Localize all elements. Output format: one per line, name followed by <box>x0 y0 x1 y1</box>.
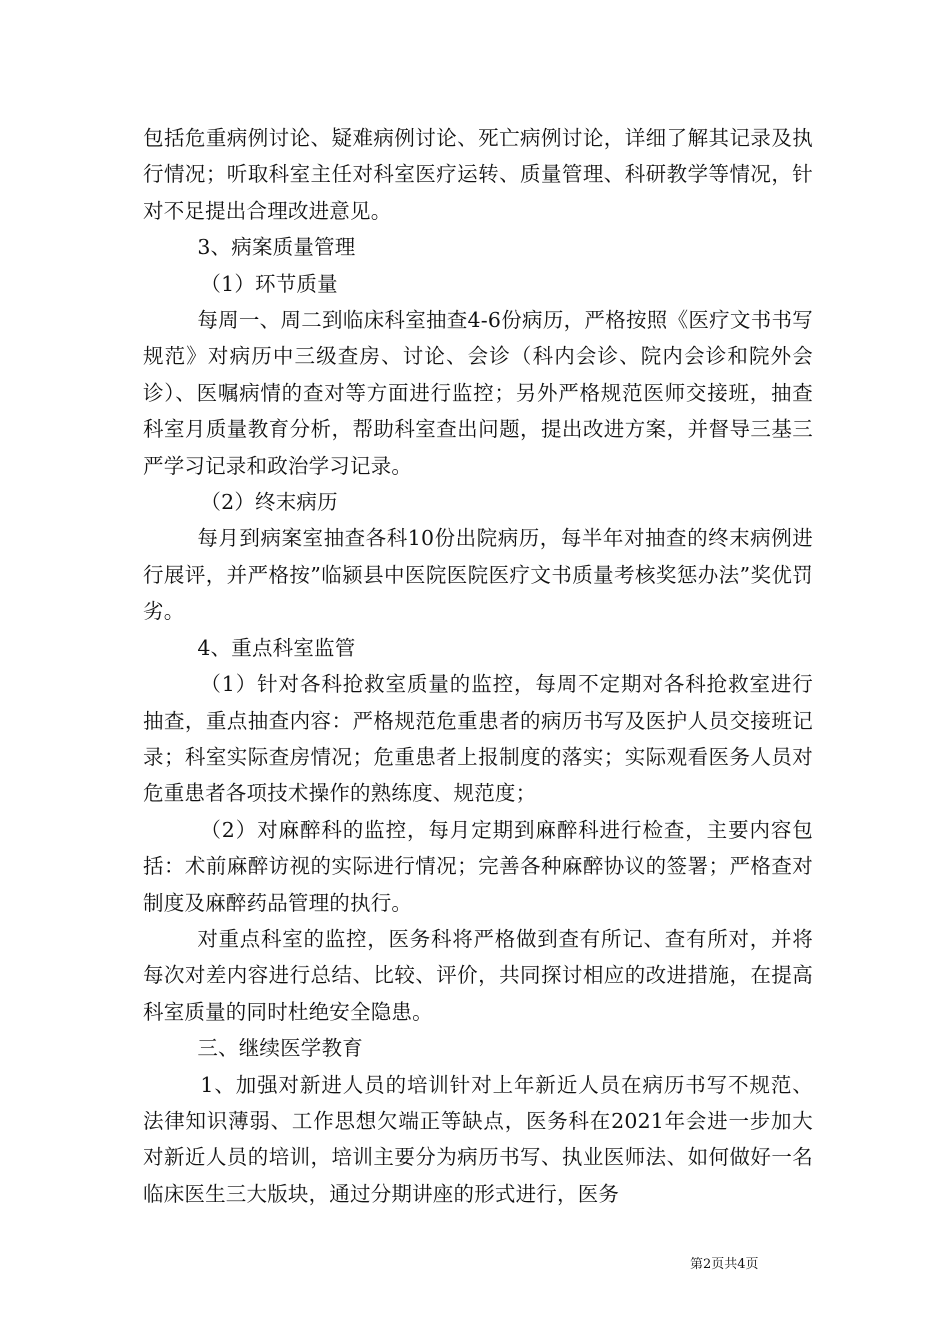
page-number-footer: 第2页共4页 <box>690 1257 759 1272</box>
paragraph-new-staff-training: 1、加强对新进人员的培训针对上年新近人员在病历书写不规范、法律知识薄弱、工作思想欠端正等缺点，医务科在2021年会进一步加大对新近人员的培训，培训主要分为病历书写、执业医师法、如何做好一名临床医生三大版块，通过分期讲座的形式进行，医务 <box>143 1072 813 1206</box>
paragraph-process-quality: 每周一、周二到临床科室抽查4-6份病历，严格按照《医疗文书书写规范》对病历中三级查房、讨论、会诊（科内会诊、院内会诊和院外会诊）、医嘱病情的查对等方面进行监控；另外严格规范医师交接班，抽查科室月质量教育分析，帮助科室查出问题，提出改进方案，并督导三基三严学习记录和政治学习记录。 <box>143 308 813 478</box>
paragraph-final-records: 每月到病案室抽查各科10份出院病历，每半年对抽查的终末病例进行展评，并严格按”临颍县中医院医院医疗文书质量考核奖惩办法”奖优罚劣。 <box>143 526 813 624</box>
subheading-final-records: （2）终末病历 <box>200 490 338 515</box>
heading-continuing-education: 三、继续医学教育 <box>197 1036 363 1061</box>
heading-case-quality-management: 3、病案质量管理 <box>197 235 356 260</box>
paragraph-key-department-summary: 对重点科室的监控，医务科将严格做到查有所记、查有所对，并将每次对差内容进行总结、比较、评价，共同探讨相应的改进措施，在提高科室质量的同时杜绝安全隐患。 <box>143 926 813 1024</box>
paragraph-discussion-records: 包括危重病例讨论、疑难病例讨论、死亡病例讨论，详细了解其记录及执行情况；听取科室主任对科室医疗运转、质量管理、科研教学等情况，针对不足提出合理改进意见。 <box>143 126 813 223</box>
heading-key-department-supervision: 4、重点科室监管 <box>197 635 356 660</box>
document-body <box>143 120 813 1212</box>
subheading-process-quality: （1）环节质量 <box>200 271 338 296</box>
paragraph-rescue-room-monitoring: （1）针对各科抢救室质量的监控，每周不定期对各科抢救室进行抽查，重点抽查内容：严格规范危重患者的病历书写及医护人员交接班记录；科室实际查房情况；危重患者上报制度的落实；实际观看医务人员对危重患者各项技术操作的熟练度、规范度； <box>143 672 813 806</box>
paragraph-anesthesia-monitoring: （2）对麻醉科的监控，每月定期到麻醉科进行检查，主要内容包括：术前麻醉访视的实际进行情况；完善各种麻醉协议的签署；严格查对制度及麻醉药品管理的执行。 <box>143 817 813 915</box>
